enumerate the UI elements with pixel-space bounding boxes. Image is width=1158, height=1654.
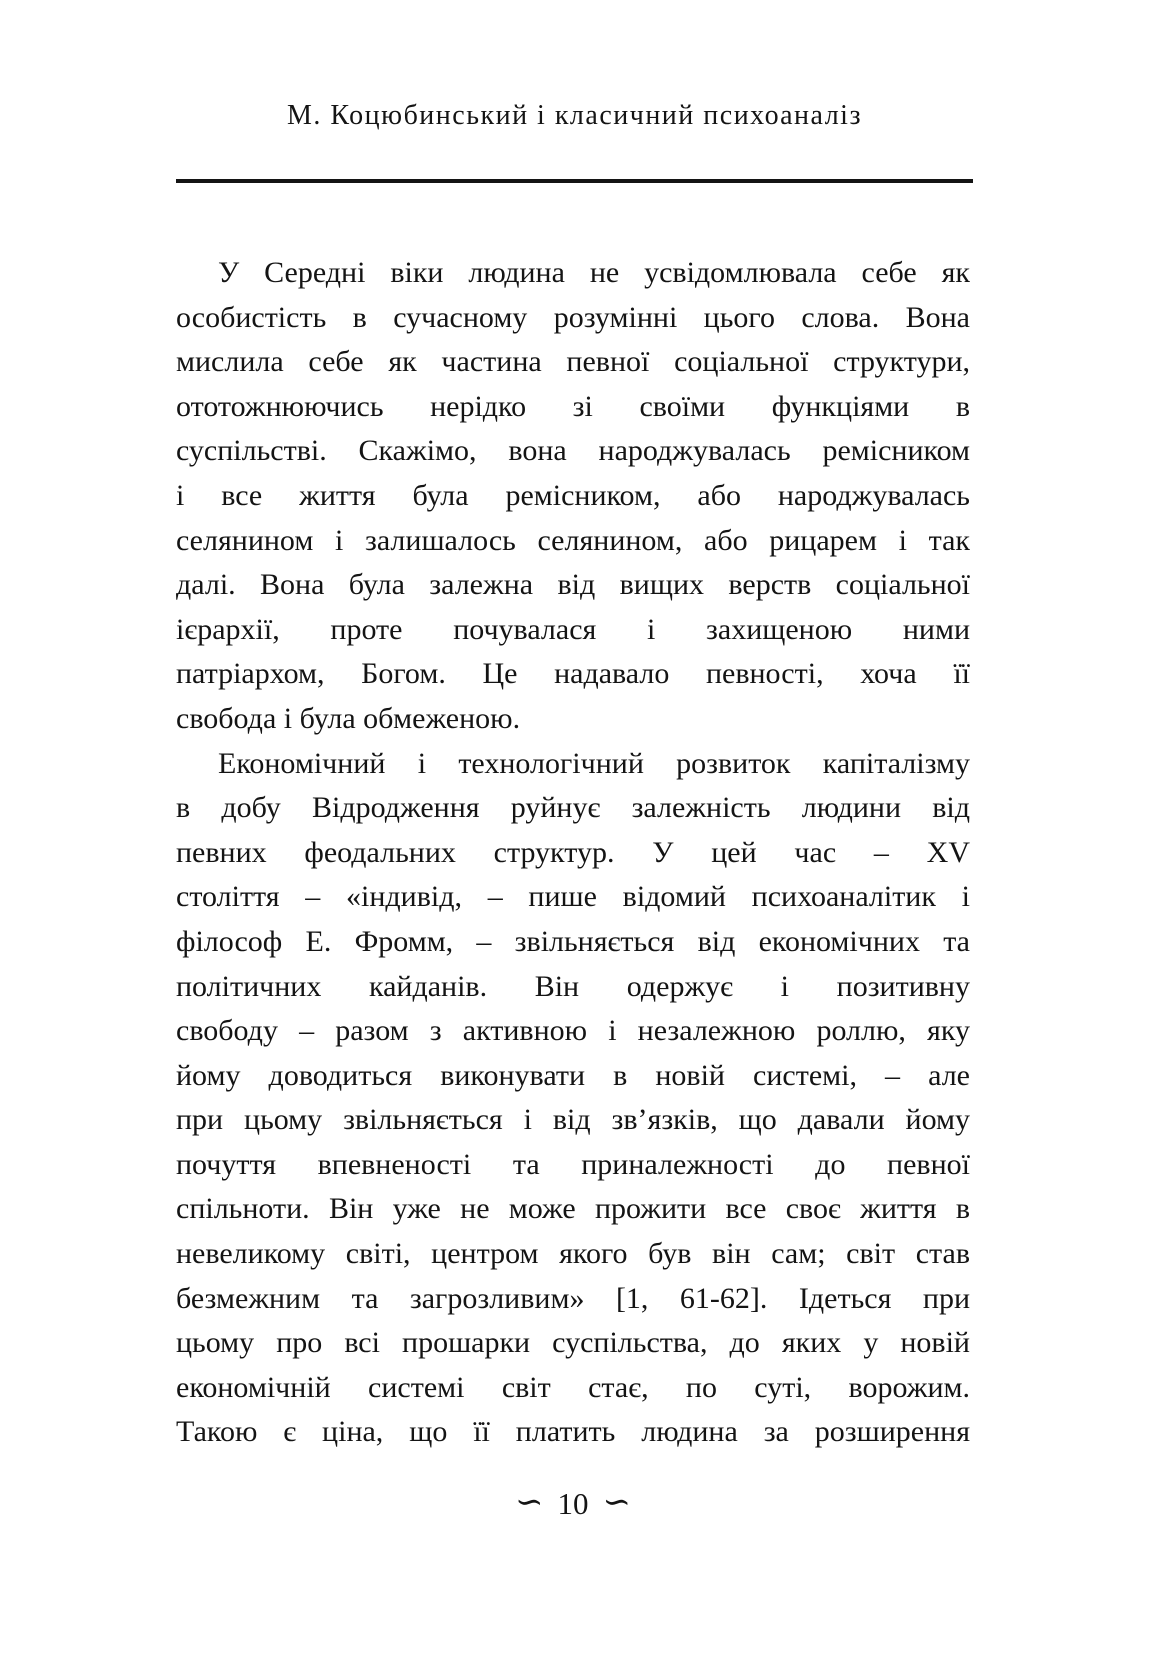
text-line: мислила себе як частина певної соціальної структури,: [176, 345, 970, 379]
text-line: почуття впевненості та приналежності до певної: [176, 1147, 970, 1181]
paragraph: [176, 251, 970, 742]
running-header-title: М. Коцюбинський і класичний психоаналіз: [286, 100, 863, 131]
text-line: і все життя була ремісником, або народжувалась: [176, 478, 970, 512]
text-line: суспільстві. Скажімо, вона народжувалась ремісником: [176, 434, 970, 468]
text-line: особистість в сучасному розумінні цього слова. Вона: [176, 300, 970, 334]
page-footer: [176, 1482, 970, 1522]
text-line: століття – «індивід, – пише відомий психоаналітик і: [176, 880, 970, 914]
text-line: ототожнюючись нерідко зі своїми функціями в: [176, 389, 970, 423]
text-line: філософ Е. Фромм, – звільняється від економічних та: [176, 924, 970, 958]
text-line: цьому про всі прошарки суспільства, до яких у новій: [176, 1326, 970, 1360]
text-line: Економічний і технологічний розвиток капіталізму: [218, 746, 970, 780]
text-line: свободу – разом з активною і незалежною роллю, яку: [176, 1014, 970, 1048]
text-line: патріархом, Богом. Це надавало певності, хоча її: [176, 657, 970, 691]
swash-ornament-right-icon: ∽: [602, 1484, 631, 1521]
text-line: ієрархії, проте почувалася і захищеною ними: [176, 612, 970, 646]
text-line: йому доводиться виконувати в новій системі, – але: [176, 1058, 970, 1092]
text-line: далі. Вона була залежна від вищих верств соціальної: [176, 568, 970, 602]
page-number: 10: [557, 1486, 589, 1521]
text-line: Такою є ціна, що її платить людина за розширення: [176, 1415, 970, 1449]
header-rule: [176, 179, 973, 183]
text-line: певних феодальних структур. У цей час – XV: [176, 835, 970, 869]
body-text: [176, 251, 970, 1455]
paragraph: [176, 742, 970, 1456]
text-line: політичних кайданів. Він одержує і позитивну: [176, 969, 970, 1003]
text-line: свобода і була обмеженою.: [176, 701, 521, 735]
text-line: спільноти. Він уже не може прожити все своє життя в: [176, 1192, 970, 1226]
text-line: безмежним та загрозливим» [1, 61-62]. Ідеться при: [176, 1281, 970, 1315]
swash-ornament-left-icon: ∽: [515, 1484, 544, 1521]
text-line: економічній системі світ стає, по суті, ворожим.: [176, 1370, 970, 1404]
text-line: в добу Відродження руйнує залежність людини від: [176, 791, 970, 825]
text-line: У Середні віки людина не усвідомлювала себе як: [218, 256, 970, 289]
text-line: при цьому звільняється і від зв’язків, що давали йому: [176, 1103, 970, 1137]
text-line: невеликому світі, центром якого був він сам; світ став: [176, 1237, 970, 1271]
text-line: селянином і залишалось селянином, або рицарем і так: [176, 523, 970, 557]
